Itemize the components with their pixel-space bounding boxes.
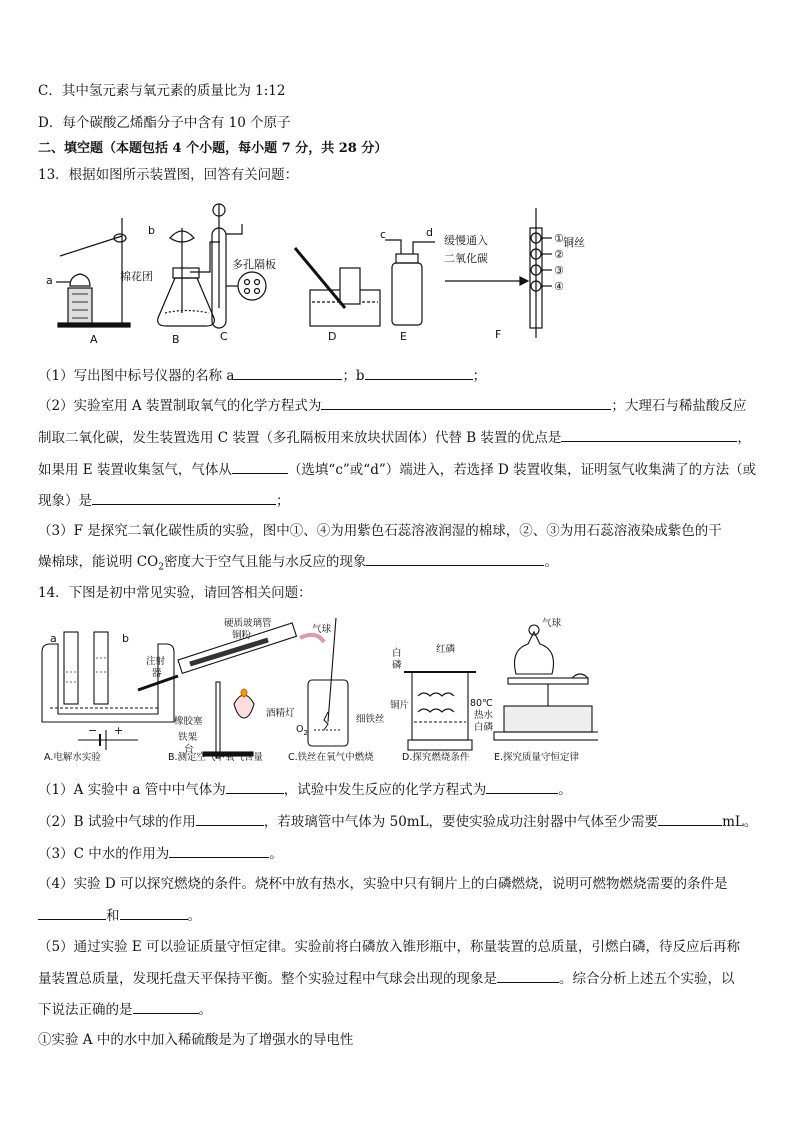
label-temp: 80℃ xyxy=(470,698,493,709)
blank-14-5a[interactable] xyxy=(497,969,559,983)
blank-14-2a[interactable] xyxy=(196,812,264,826)
label-lamp: 酒精灯 xyxy=(266,708,295,719)
cap-e14: E.探究质量守恒定律 xyxy=(494,752,580,763)
cap-f: F xyxy=(495,328,502,341)
label-white-p3: 白磷 xyxy=(474,722,494,733)
label-balloon2: 气球 xyxy=(542,618,562,629)
label-copper-sheet: 铜片 xyxy=(390,700,410,711)
blank-14-5b[interactable] xyxy=(133,1000,199,1014)
blank-14-1b[interactable] xyxy=(486,780,558,794)
blank-14-4b[interactable] xyxy=(120,906,188,920)
q14-part5-line1: （5）通过实验 E 可以验证质量守恒定律。实验前将白磷放入锥形瓶中，称量装置的总质量，引燃白磷，待反应后再称 xyxy=(38,939,741,955)
q14-part5-line3: 下说法正确的是 。 xyxy=(38,1002,212,1018)
blank-13-2c[interactable] xyxy=(561,428,737,442)
q13-part3-line2: 燥棉球，能说明 $CO_2$密度大于空气且能与水反应的现象 。 xyxy=(38,554,558,573)
option-d: D．每个碳酸乙烯酯分子中含有 10 个原子 xyxy=(38,115,291,131)
label-minus: − xyxy=(88,724,98,737)
label-stand2: 台 xyxy=(184,744,194,755)
label-slow2: 二氧化碳 xyxy=(444,252,488,265)
blank-13-3[interactable] xyxy=(366,552,544,566)
q13-part2-line4: 现象）是 ； xyxy=(38,493,290,509)
blank-13-2d[interactable] xyxy=(232,460,288,474)
blank-13-1a[interactable] xyxy=(234,366,342,380)
stand-base-a xyxy=(58,323,130,327)
cap-d: D xyxy=(328,330,337,343)
label-hot-water: 热水 xyxy=(474,710,494,721)
q14-part1: （1）A 实验中 a 管中中气体为 ，试验中发生反应的化学方程式为 。 xyxy=(38,782,572,798)
label-c: c xyxy=(380,228,387,241)
label-a14: a xyxy=(50,632,57,645)
blank-13-2a[interactable] xyxy=(321,396,611,410)
label-b: b xyxy=(148,224,155,237)
blank-14-4a[interactable] xyxy=(38,906,106,920)
q14-part4-line2: 和 。 xyxy=(38,906,201,925)
blank-13-1b[interactable] xyxy=(365,366,473,380)
q14-part3: （3）C 中水的作用为 。 xyxy=(38,846,283,862)
num-3: ③ xyxy=(554,264,564,277)
q13-stem: 13．根据如图所示装置图，回答有关问题： xyxy=(38,167,299,183)
cap-a: A xyxy=(90,333,98,346)
option-c: C．其中氢元素与氧元素的质量比为 1:12 xyxy=(38,83,286,99)
cap-c14: C.铁丝在氧气中燃烧 xyxy=(288,752,374,763)
q13-part3-line1: （3）F 是探究二氧化碳性质的实验，图中①、④为用紫色石蕊溶液润湿的棉球，②、③为用石蕊溶液染成紫色的干 xyxy=(38,523,722,539)
label-rubber: 橡胶塞 xyxy=(174,716,203,727)
label-balloon: 气球 xyxy=(312,624,332,635)
label-copper-powder: 铜粉 xyxy=(232,630,252,641)
label-iron-wire: 细铁丝 xyxy=(356,714,385,725)
cap-e: E xyxy=(400,330,407,343)
q13-apparatus-figure xyxy=(40,198,600,348)
q14-experiments-figure xyxy=(38,612,598,764)
label-porous: 多孔隔板 xyxy=(232,258,276,271)
label-copper-wire: 铜丝 xyxy=(563,236,585,249)
q14-part4-line1: （4）实验 D 可以探究燃烧的条件。烧杯中放有热水，实验中只有铜片上的白磷燃烧，说明可燃物燃烧需要的条件是 xyxy=(38,876,728,892)
cap-b: B xyxy=(172,333,180,346)
q14-part5-line2: 量装置总质量，发现托盘天平保持平衡。整个实验过程中气球会出现的现象是 。综合分析上述五个实验，以 xyxy=(38,971,735,987)
label-a: a xyxy=(46,274,53,287)
label-red-p: 红磷 xyxy=(436,644,456,655)
blank-13-2e[interactable] xyxy=(92,491,276,505)
label-syringe2: 器 xyxy=(152,668,162,679)
label-white-p2: 磷 xyxy=(392,660,402,671)
q14-option-1: ①实验 A 中的水中加入稀硫酸是为了增强水的导电性 xyxy=(38,1032,354,1048)
label-glass-tube: 硬质玻璃管 xyxy=(224,618,272,629)
label-slow1: 缓慢通入 xyxy=(444,234,488,247)
num-4: ④ xyxy=(554,280,564,293)
num-1: ① xyxy=(554,232,564,245)
label-stand1: 铁架 xyxy=(178,732,198,743)
label-white-p: 白 xyxy=(392,648,402,659)
label-o2: $O_2$ xyxy=(296,724,308,737)
q13-part2-line2: 制取二氧化碳，发生装置选用 C 装置（多孔隔板用来放块状固体）代替 B 装置的优点是 ， xyxy=(38,430,751,446)
q14-part2: （2）B 试验中气球的作用 ，若玻璃管中气体为 50mL，要使实验成功注射器中气体至少需要 mL。 xyxy=(38,814,758,830)
label-d: d xyxy=(426,226,433,239)
cap-a14: A.电解水实验 xyxy=(44,752,101,763)
label-plus: + xyxy=(114,724,124,737)
label-cotton: 棉花团 xyxy=(120,270,153,283)
label-syringe: 注射 xyxy=(146,656,166,667)
num-2: ② xyxy=(554,248,564,261)
blank-14-1a[interactable] xyxy=(226,780,284,794)
q13-part2-line3: 如果用 E 装置收集氢气，气体从 （选填“c”或“d”）端进入，若选择 D 装置收集，证明氢气收集满了的方法（或 xyxy=(38,462,757,478)
q14-stem: 14．下图是初中常见实验，请回答相关问题： xyxy=(38,585,312,601)
q13-part2-line1: （2）实验室用 A 装置制取氧气的化学方程式为 ；大理石与稀盐酸反应 xyxy=(38,398,747,414)
blank-14-3[interactable] xyxy=(169,844,269,858)
label-b14: b xyxy=(122,632,129,645)
cap-d14: D.探究燃烧条件 xyxy=(402,752,470,763)
cap-c: C xyxy=(220,330,228,343)
section-heading: 二、填空题（本题包括 4 个小题，每小题 7 分，共 28 分） xyxy=(38,141,388,156)
cap-b14: B.测定空气中氧气含量 xyxy=(168,752,264,763)
blank-14-2b[interactable] xyxy=(658,812,722,826)
q13-part1: （1）写出图中标号仪器的名称 a ；b ； xyxy=(38,368,487,384)
